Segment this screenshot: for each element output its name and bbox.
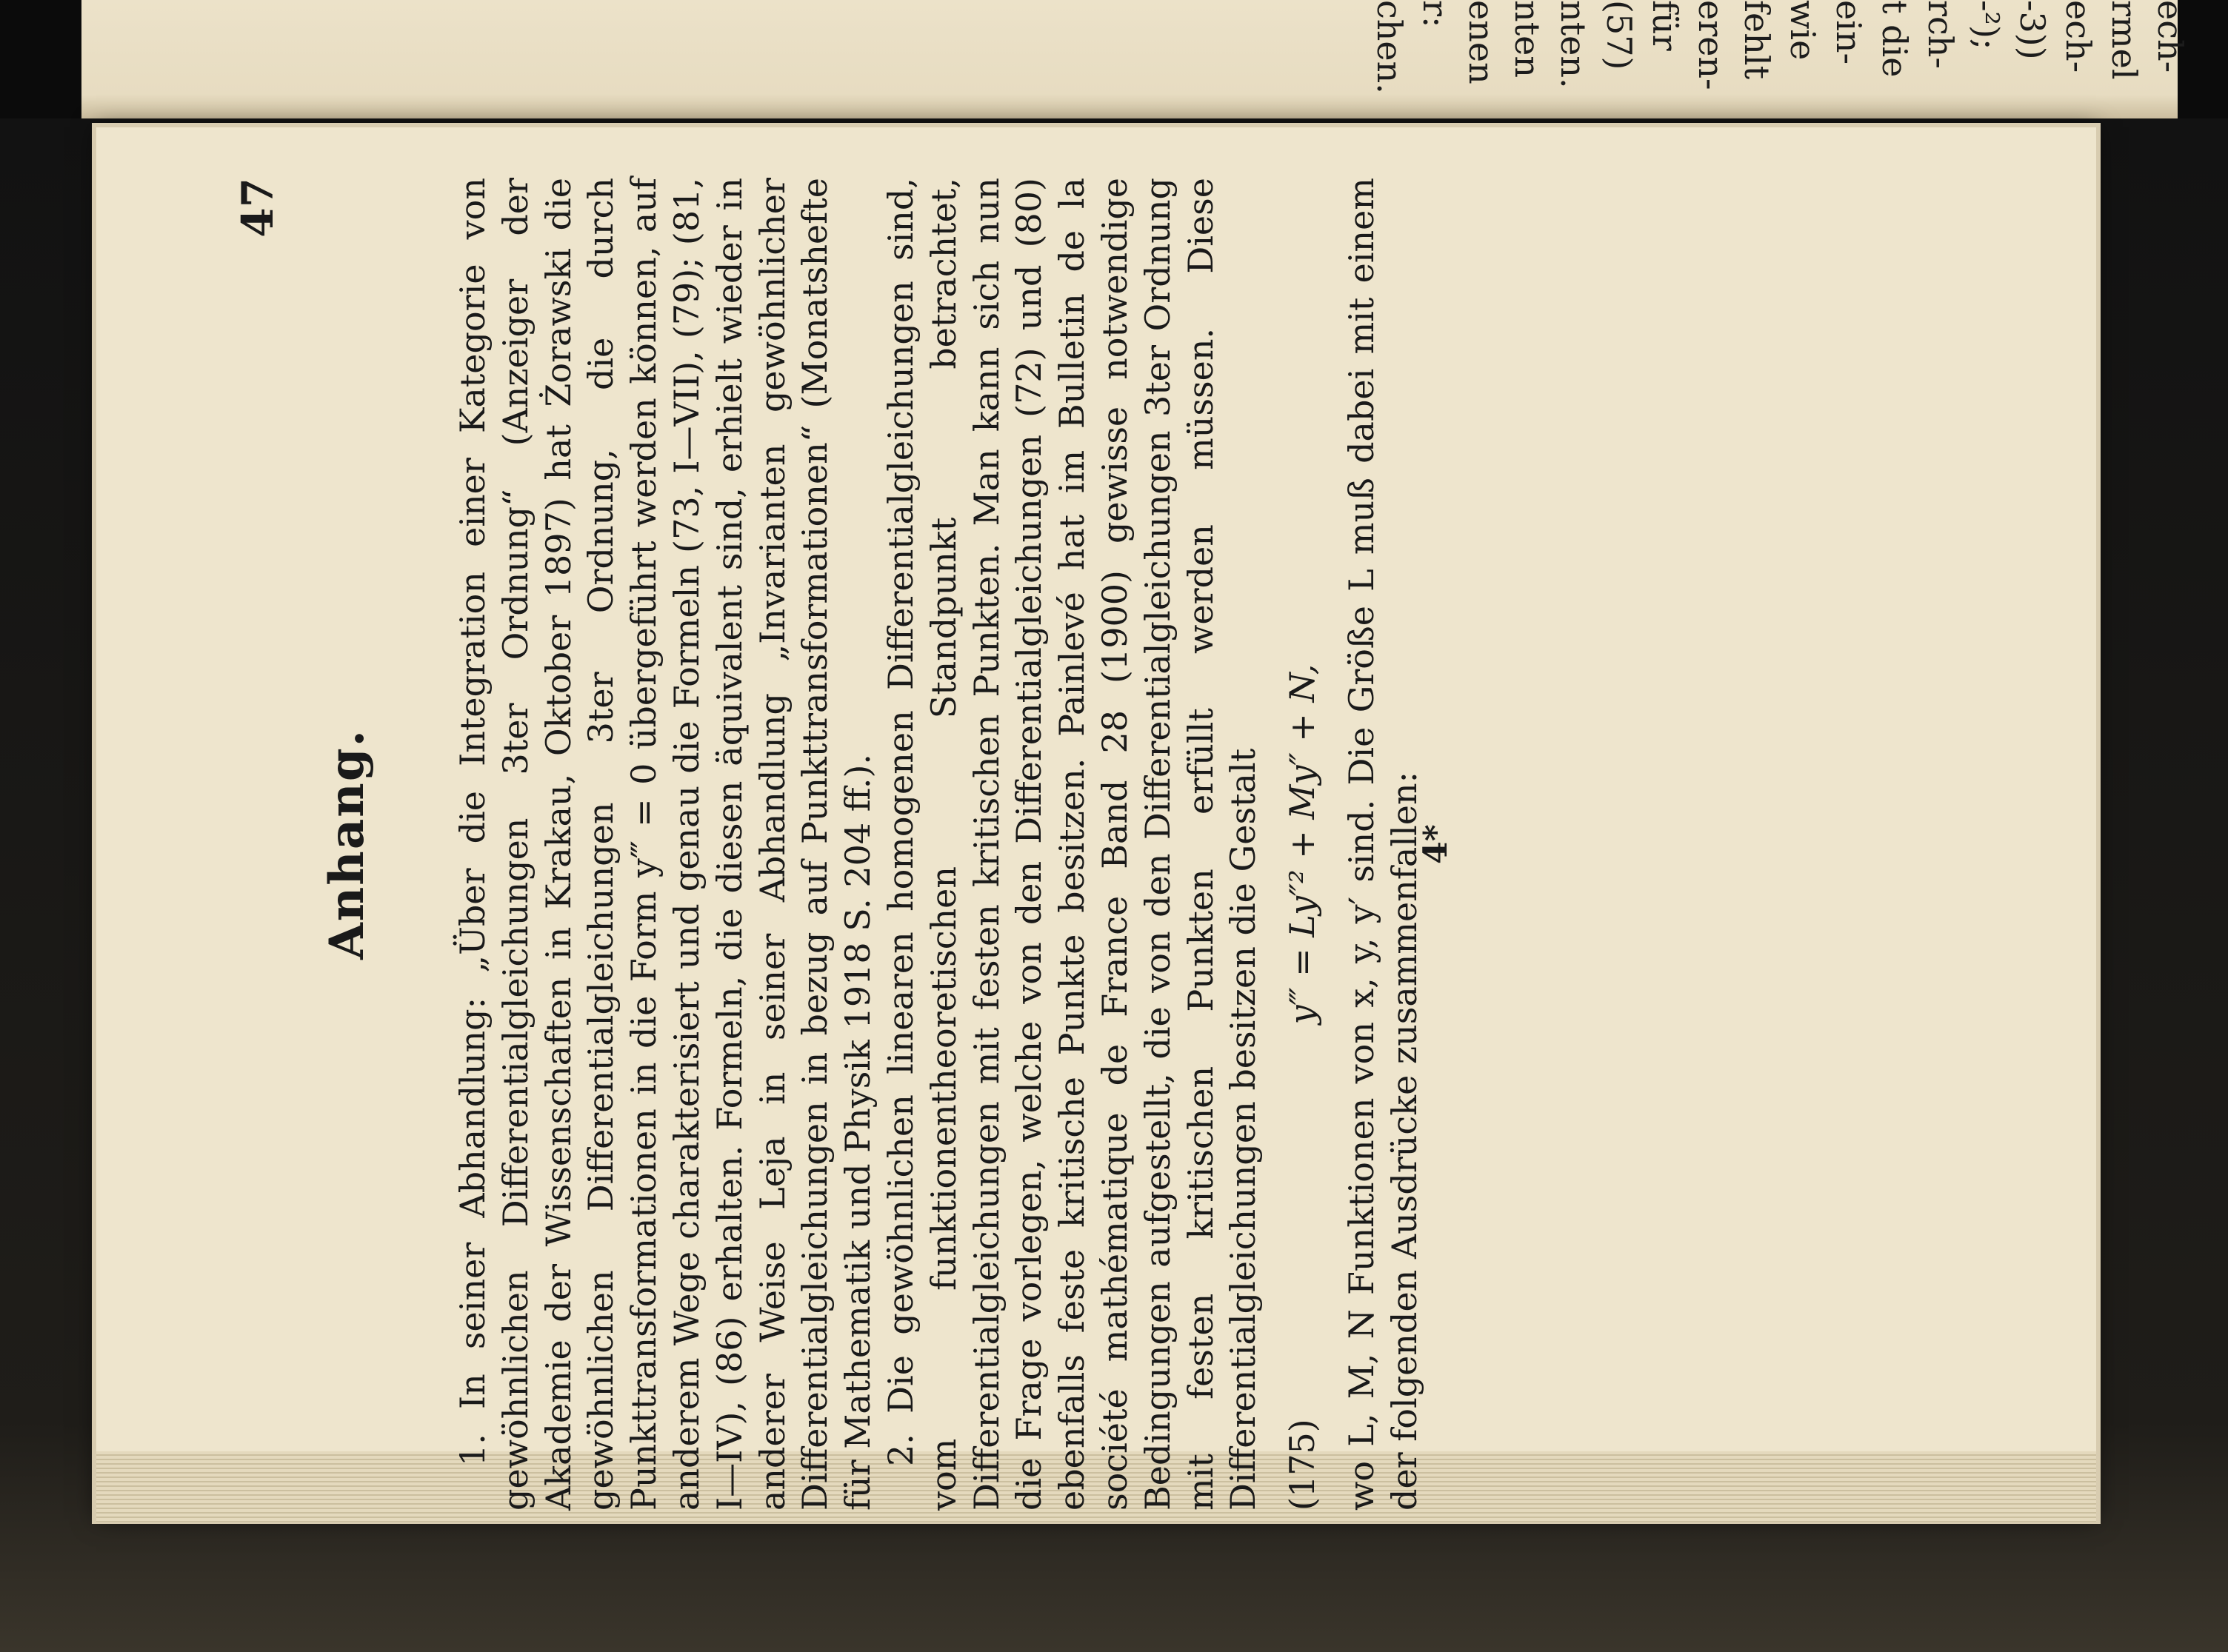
previous-page-fragment: ech-	[2150, 0, 2190, 73]
page-title: Anhang.	[319, 729, 375, 960]
previous-page-fragment: r:	[1415, 0, 1455, 28]
page-body	[452, 178, 1427, 1511]
previous-page-fragment: für	[1645, 0, 1685, 51]
previous-page-fragment: wie	[1783, 0, 1823, 61]
previous-page-fragment: (57)	[1599, 0, 1639, 70]
previous-page	[81, 0, 2190, 118]
previous-page-fragment: enen	[1461, 0, 1501, 84]
previous-page-fragment: nten.	[1553, 0, 1593, 89]
page-text-rotated	[233, 178, 1718, 1511]
previous-page-fragment: -²);	[1967, 0, 2007, 50]
paragraph-3: wo L, M, N Funktionen von x, y, y′ sind. Die Größe L muß dabei mit einem der folgenden Ausdrücke zusammenfallen:	[1341, 178, 1424, 1511]
previous-page-fragment: fehlt	[1737, 0, 1777, 80]
signature-mark: 4*	[1417, 824, 1455, 864]
previous-page-fragment: ech-	[2058, 0, 2098, 73]
previous-page-fragment: t die	[1875, 0, 1915, 78]
previous-page-fragment: -3))	[2012, 0, 2052, 60]
formula-line	[1281, 178, 1324, 1511]
formula: y‴ = Ly″² + My″ + N,	[1282, 663, 1323, 1025]
previous-page-fragment: rch-	[1921, 0, 1961, 69]
previous-page-fragment: ein-	[1829, 0, 1869, 65]
page-number: 47	[233, 178, 283, 238]
previous-page-fragment: eren-	[1691, 0, 1731, 90]
paragraph-1: 1. In seiner Abhandlung: „Über die Integration einer Kategorie von gewöhnlichen Differentialgleichungen 3ter Ordnung“ (Anzeiger der Akademie der Wissenschaften in Krakau, Oktober 1897) hat Żorawski die gewöhnlichen Differentialgleichungen 3ter Ordnung, die durch Punkttransformationen in die Form y‴ = 0 übergeführt werden können, auf anderem Wege charakterisiert und genau die Formeln (73, I—VII), (79); (81, I—IV), (86) erhalten. Formeln, die diesen äquivalent sind, erhielt wieder in anderer Weise Leja in seiner Abhandlung „Invarianten gewöhnlicher Differentialgleichungen in bezug auf Punkttransformationen“ (Monatshefte für Mathematik und Physik 1918 S. 204 ff.).	[453, 178, 878, 1511]
previous-page-fragment: rmel	[2104, 0, 2144, 80]
formula-number: (175)	[1282, 1419, 1323, 1511]
previous-page-fragment: nten	[1507, 0, 1547, 78]
previous-page-fragment: chen.	[1370, 0, 1410, 94]
paragraph-2: 2. Die gewöhnlichen linearen homogenen Differentialgleichungen sind, vom funktionentheoretischen Standpunkt betrachtet, Differentialgleichungen mit festen kritischen Punkten. Man kann sich nun die Frage vorlegen, welche von den Differentialgleichungen (72) und (80) ebenfalls feste kritische Punkte besitzen. Painlevé hat im Bulletin de la société mathématique de France Band 28 (1900) gewisse notwendige Bedingungen aufgestellt, die von den Differentialgleichungen 3ter Ordnung mit festen kritischen Punkten erfüllt werden müssen. Diese Differentialgleichungen besitzen die Gestalt	[880, 178, 1264, 1511]
